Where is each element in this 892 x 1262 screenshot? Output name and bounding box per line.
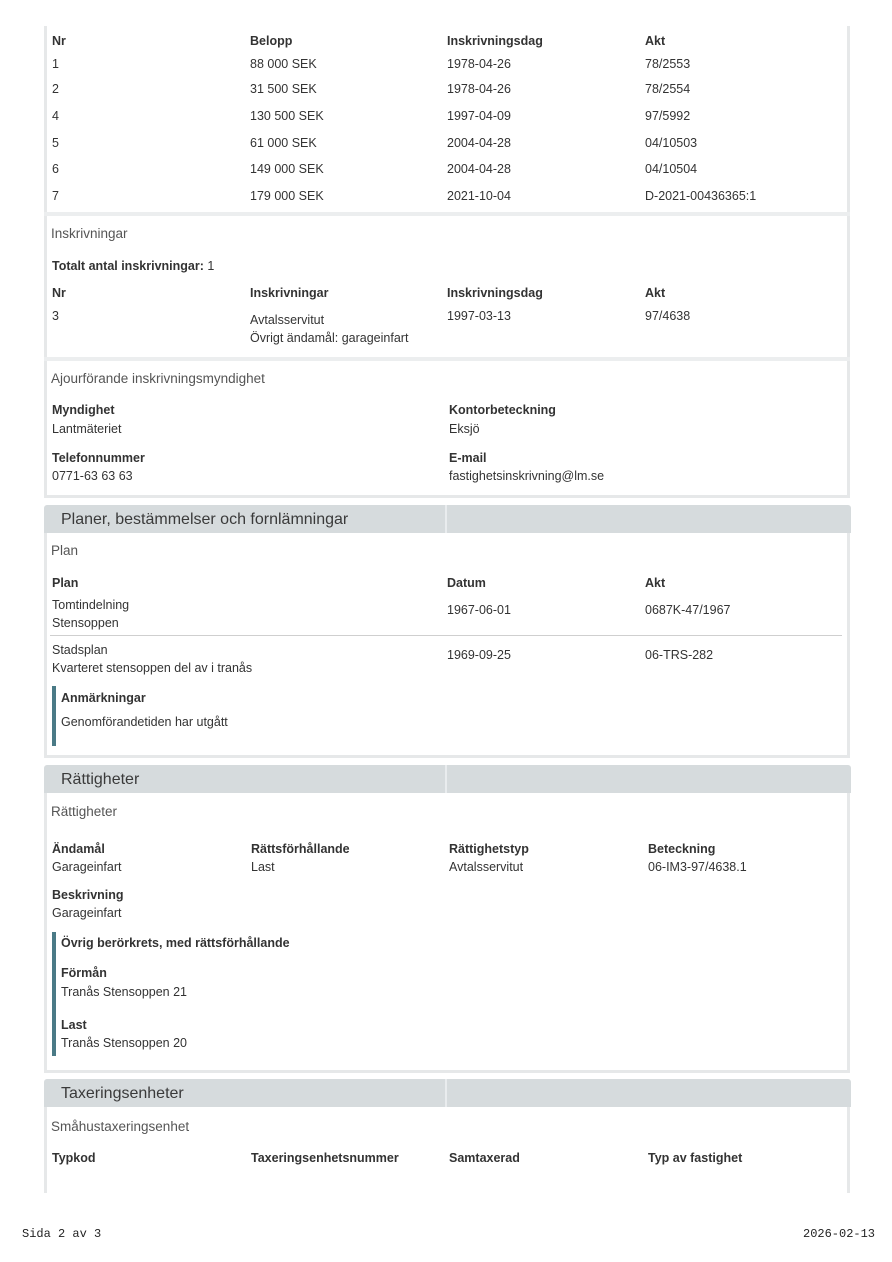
rattigheter-subtitle: Rättigheter: [51, 804, 118, 819]
heading-split: [445, 505, 447, 533]
kontor-label: Kontorbeteckning: [449, 403, 556, 417]
telefon-label: Telefonnummer: [52, 451, 145, 465]
col-header-akt: Akt: [645, 286, 666, 300]
cell-nr: 4: [52, 109, 59, 123]
total-count: [52, 259, 214, 273]
col-header-rattighetstyp: Rättighetstyp: [449, 842, 529, 856]
cell-date: 2021-10-04: [447, 189, 511, 203]
cell-nr: 1: [52, 57, 59, 71]
heading-split: [445, 765, 447, 793]
cell-nr: 2: [52, 82, 59, 96]
cell-akt: 97/5992: [645, 109, 691, 123]
col-header-plan: Plan: [52, 576, 79, 590]
cell-plan-line1: Stadsplan: [52, 643, 108, 657]
email-value: fastighetsinskrivning@lm.se: [449, 469, 605, 483]
krets-title: Övrig berörkrets, med rättsförhållande: [61, 936, 290, 950]
cell-belopp: 61 000 SEK: [250, 136, 317, 150]
row-divider: [50, 635, 842, 636]
taxering-heading-text: Taxeringsenheter: [61, 1085, 184, 1102]
beteckning-value: 06-IM3-97/4638.1: [648, 860, 747, 874]
note-accent-bar: [52, 686, 56, 746]
andamal-value: Garageinfart: [52, 860, 122, 874]
col-header-inskrivningar: Inskrivningar: [250, 286, 329, 300]
col-header-taxeringsenhetsnummer: Taxeringsenhetsnummer: [251, 1151, 399, 1165]
col-header-inskrivningsdag: Inskrivningsdag: [447, 34, 543, 48]
cell-belopp: 179 000 SEK: [250, 189, 324, 203]
cell-inskrivning-line1: Avtalsservitut: [250, 313, 325, 327]
cell-belopp: 149 000 SEK: [250, 162, 324, 176]
rattigheter-heading-text: Rättigheter: [61, 771, 140, 788]
cell-akt: 78/2554: [645, 82, 691, 96]
taxering-heading: [44, 1079, 851, 1107]
forman-label: Förmån: [61, 966, 107, 980]
beskrivning-label: Beskrivning: [52, 888, 124, 902]
anmarkningar-title: Anmärkningar: [61, 691, 146, 705]
rattigheter-heading: [44, 765, 851, 793]
myndighet-label: Myndighet: [52, 403, 115, 417]
cell-akt: 97/4638: [645, 309, 691, 323]
cell-inskrivning-line2: Övrigt ändamål: garageinfart: [250, 331, 409, 345]
kontor-value: Eksjö: [449, 422, 480, 436]
cell-date: 1978-04-26: [447, 57, 511, 71]
col-header-andamal: Ändamål: [52, 842, 105, 856]
cell-nr: 6: [52, 162, 59, 176]
col-header-typkod: Typkod: [52, 1151, 96, 1165]
cell-date: 1997-03-13: [447, 309, 511, 323]
heading-split: [445, 1079, 447, 1107]
cell-date: 1978-04-26: [447, 82, 511, 96]
total-value: 1: [207, 259, 215, 273]
beskrivning-value: Garageinfart: [52, 906, 122, 920]
cell-plan-line2: Kvarteret stensoppen del av i tranås: [52, 661, 253, 675]
plan-subtitle: Plan: [51, 543, 79, 558]
cell-akt: 04/10504: [645, 162, 698, 176]
rattsforhallande-value: Last: [251, 860, 275, 874]
anmarkningar-text: Genomförandetiden har utgått: [61, 715, 228, 729]
cell-nr: 3: [52, 309, 59, 323]
telefon-value: 0771-63 63 63: [52, 469, 133, 483]
col-header-akt: Akt: [645, 576, 666, 590]
print-date: 2026-02-13: [803, 1227, 876, 1241]
cell-akt: D-2021-00436365:1: [645, 189, 757, 203]
col-header-datum: Datum: [447, 576, 486, 590]
rattighetstyp-value: Avtalsservitut: [449, 860, 524, 874]
inskrivningar-title: Inskrivningar: [51, 226, 128, 241]
col-header-typ-av-fastighet: Typ av fastighet: [648, 1151, 743, 1165]
cell-belopp: 130 500 SEK: [250, 109, 324, 123]
cell-nr: 7: [52, 189, 59, 203]
cell-date: 1969-09-25: [447, 648, 511, 662]
last-value: Tranås Stensoppen 20: [61, 1036, 188, 1050]
col-header-beteckning: Beteckning: [648, 842, 716, 856]
cell-date: 1997-04-09: [447, 109, 511, 123]
col-header-belopp: Belopp: [250, 34, 293, 48]
cell-plan-line1: Tomtindelning: [52, 598, 130, 612]
cell-date: 1967-06-01: [447, 603, 511, 617]
section-divider: [44, 212, 850, 216]
col-header-rattsforhallande: Rättsförhållande: [251, 842, 350, 856]
forman-value: Tranås Stensoppen 21: [61, 985, 188, 999]
col-header-nr: Nr: [52, 286, 66, 300]
col-header-akt: Akt: [645, 34, 666, 48]
cell-akt: 06-TRS-282: [645, 648, 714, 662]
section-divider: [44, 357, 850, 361]
cell-nr: 5: [52, 136, 59, 150]
cell-belopp: 88 000 SEK: [250, 57, 317, 71]
myndighet-value: Lantmäteriet: [52, 422, 122, 436]
last-label: Last: [61, 1018, 87, 1032]
cell-date: 2004-04-28: [447, 136, 511, 150]
col-header-samtaxerad: Samtaxerad: [449, 1151, 520, 1165]
cell-belopp: 31 500 SEK: [250, 82, 317, 96]
cell-akt: 04/10503: [645, 136, 698, 150]
col-header-nr: Nr: [52, 34, 66, 48]
planer-heading-text: Planer, bestämmelser och fornlämningar: [61, 511, 349, 528]
cell-date: 2004-04-28: [447, 162, 511, 176]
planer-heading: [44, 505, 851, 533]
rattigheter-section: [44, 793, 850, 1073]
page-number: Sida 2 av 3: [22, 1227, 102, 1241]
total-label: Totalt antal inskrivningar:: [52, 259, 204, 273]
cell-plan-line2: Stensoppen: [52, 616, 119, 630]
email-label: E-mail: [449, 451, 487, 465]
cell-akt: 0687K-47/1967: [645, 603, 731, 617]
taxering-subtitle: Småhustaxeringsenhet: [51, 1119, 190, 1134]
cell-akt: 78/2553: [645, 57, 691, 71]
myndighet-title: Ajourförande inskrivningsmyndighet: [51, 371, 265, 386]
note-accent-bar: [52, 932, 56, 1056]
col-header-inskrivningsdag: Inskrivningsdag: [447, 286, 543, 300]
